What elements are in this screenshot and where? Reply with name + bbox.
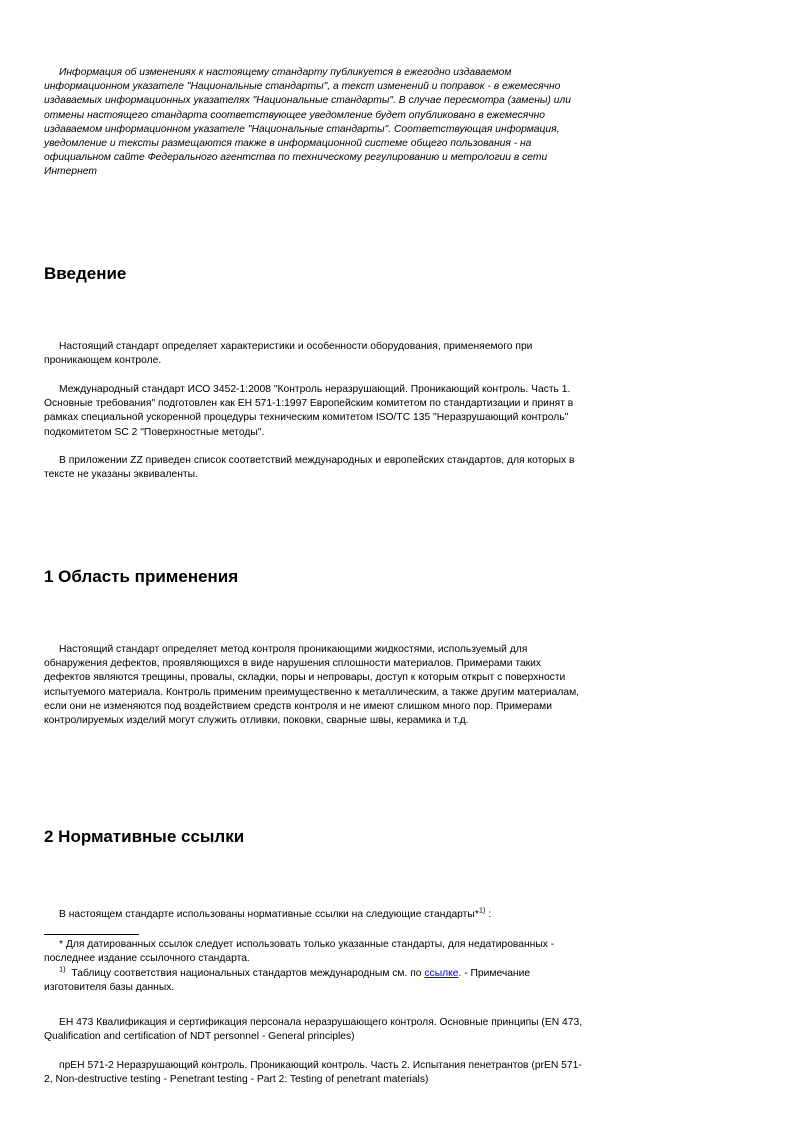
- footnote-divider: [44, 934, 139, 935]
- footnote-2-text: Таблицу соответствия национальных стандартов международным см. по: [71, 968, 422, 979]
- reference-pren571-2: прЕН 571-2 Неразрушающий контроль. Проникающий контроль. Часть 2. Испытания пенетрантов (prEN 571-2, Non-destructive testing - Penetrant testing - Part 2: Testing of penetrant materials): [44, 1060, 582, 1086]
- intro-paragraph-3: В приложении ZZ приведен список соответствий международных и европейских стандартов, для которых в тексте не указаны эквиваленты.: [44, 455, 575, 481]
- scope-heading: 1 Область применения: [44, 567, 239, 586]
- footnote-1: * Для датированных ссылок следует использовать только указанные стандарты, для недатированных - последнее издание ссылочного стандарта.: [44, 939, 555, 965]
- intro-paragraph-2: Международный стандарт ИСО 3452-1:2008 "Контроль неразрушающий. Проникающий контроль. Часть 1. Основные требования" подготовлен как ЕН 571-1:1997 Европейским комитетом по стандартизации и принят в рамках специальной ускоренной процедуры техническим комитетом ISO/TC 135 "Неразрушающий контроль" подкомитетом SC 2 "Поверхностные методы".: [44, 384, 574, 438]
- scope-paragraph: Настоящий стандарт определяет метод контроля проникающими жидкостями, используемый для обнаружения дефектов, проявляющихся в виде нарушения сплошности материалов. Примерами таких дефектов являются трещины, провалы, складки, поры и непровары, доступ к которым открыт с поверхности испытуемого материала. Контроль применим преимущественно к металлическим, а также другим материалам, если они не изменяются под воздействием средств контроля и не имеют слишком много пор. Примерами контролируемых изделий могут служить отливки, поковки, сварные швы, керамика и т.д.: [44, 644, 580, 727]
- reference-en473: ЕН 473 Квалификация и сертификация персонала неразрушающего контроля. Основные принципы (EN 473, Qualification and certification of NDT personnel - General principles): [44, 1017, 583, 1043]
- footnote-2: [44, 964, 589, 995]
- footnote-2-end: . - Примечание изготовителя базы данных.: [44, 968, 531, 994]
- footnote-star-mark: *: [474, 909, 479, 920]
- refs-heading: 2 Нормативные ссылки: [44, 827, 245, 846]
- info-note: Информация об изменениях к настоящему стандарту публикуется в ежегодно издаваемом информационном указателе "Национальные стандарты", а текст изменений и поправок - в ежемесячно издаваемых информационных указателях "Национальные стандарты". В случае пересмотра (замены) или отмены настоящего стандарта соответствующее уведомление будет опубликовано в ежемесячно издаваемом информационном указателе "Национальные стандарты". Соответствующая информация, уведомление и тексты размещаются также в информационной системе общего пользования - на официальном сайте Федерального агентства по техническому регулированию и метрологии в сети Интернет: [44, 67, 572, 178]
- footnote-ref-1: 1): [478, 905, 486, 915]
- refs-intro-end: :: [488, 909, 492, 920]
- intro-heading: Введение: [44, 264, 127, 283]
- footnote-2-marker: 1): [59, 964, 66, 974]
- intro-paragraph-1: Настоящий стандарт определяет характеристики и особенности оборудования, применяемого при проникающем контроле.: [44, 341, 533, 367]
- refs-intro-paragraph: [44, 905, 589, 922]
- footnote-link[interactable]: ссылке: [424, 968, 459, 979]
- refs-intro-text: В настоящем стандарте использованы нормативные ссылки на следующие стандарты: [59, 909, 475, 920]
